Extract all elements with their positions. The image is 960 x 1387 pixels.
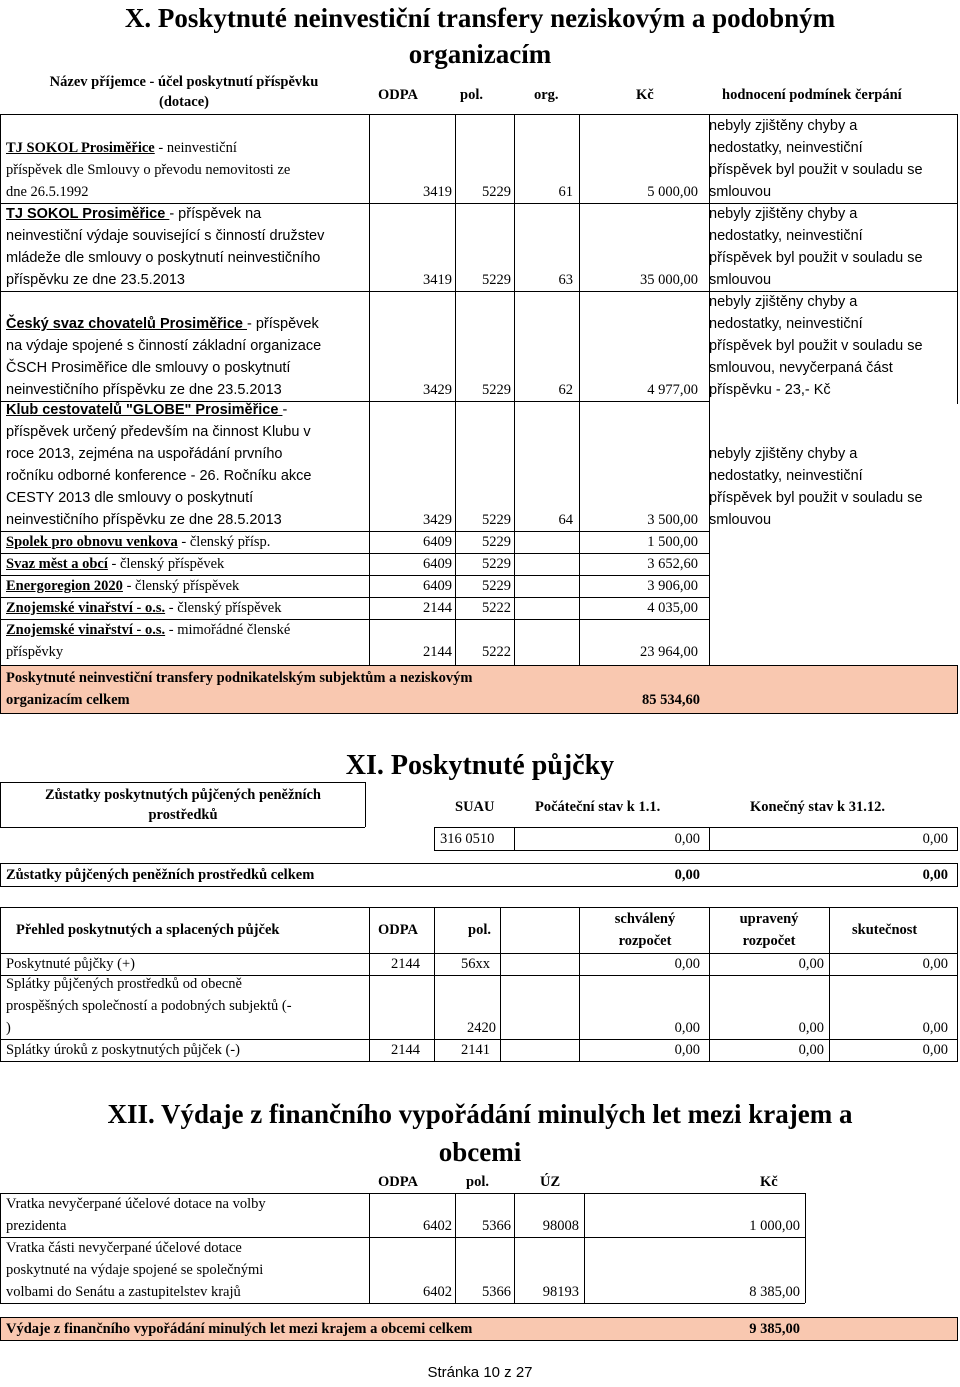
overview-pol-header: pol.: [468, 922, 491, 938]
row1-name-rest: - neinvestiční: [154, 140, 237, 156]
simple-row4-pol: 5222: [482, 600, 511, 616]
simple-row1-rest: - členský přísp.: [177, 534, 271, 550]
overview-row2-pol: 2420: [467, 1020, 496, 1036]
balances-end-value: 0,00: [922, 831, 948, 847]
xii-row2-line3: volbami do Senátu a zastupitelstev krajů: [6, 1284, 241, 1300]
last-row-kc: 23 964,00: [640, 644, 698, 660]
balances-suau-value: 316 0510: [440, 831, 495, 847]
row3-eval-1: nebyly zjištěny chyby a: [709, 294, 858, 310]
overview-row2-line2: prospěšných společností a podobných subjektů (-: [6, 998, 292, 1014]
row3-recipient: [6, 313, 366, 401]
section-x-total-kc: 85 534,60: [642, 692, 700, 708]
row3-eval-5: příspěvku - 23,- Kč: [709, 382, 831, 398]
last-row-rest: - mimořádné členské: [165, 622, 291, 638]
adjusted-2: rozpočet: [742, 933, 796, 949]
simple-row3-bold: Energoregion 2020: [6, 578, 123, 594]
simple-row3-kc: 3 906,00: [647, 578, 698, 594]
row4-org: 64: [558, 512, 573, 528]
header-org: org.: [534, 87, 559, 103]
overview-row1-approved: 0,00: [674, 956, 700, 972]
simple-row3-odpa: 6409: [423, 578, 452, 594]
section-xi-title: XI. Poskytnuté půjčky: [345, 750, 615, 781]
overview-odpa-header: ODPA: [378, 922, 419, 938]
simple-row4-rest: - členský příspěvek: [165, 600, 282, 616]
section-xii-title-line2: obcemi: [438, 1137, 522, 1167]
simple-row4-kc: 4 035,00: [647, 600, 698, 616]
row4-eval-2: nedostatky, neinvestiční: [709, 468, 863, 484]
row4-line2: roce 2013, zejména na uspořádání prvního: [6, 446, 283, 462]
row3-name-rest: - příspěvek: [247, 316, 319, 332]
row2-line3: příspěvku ze dne 23.5.2013: [6, 272, 185, 288]
overview-row3-label: Splátky úroků z poskytnutých půjček (-): [6, 1042, 240, 1058]
header-odpa: ODPA: [378, 87, 419, 103]
section-x-title-line2: organizacím: [408, 39, 552, 69]
row2-eval-1: nebyly zjištěny chyby a: [709, 206, 858, 222]
header-pol: pol.: [460, 87, 483, 103]
simple-row2-name: [6, 553, 224, 575]
header-recipient-line2: (dotace): [159, 94, 209, 110]
row4-odpa: 3429: [423, 512, 452, 528]
row4-line3: ročníku odborné konference - 26. Ročníku akce: [6, 468, 312, 484]
row3-eval: [709, 291, 959, 401]
row3-name: Český svaz chovatelů Prosiměřice: [6, 316, 247, 332]
row2-name-rest: - příspěvek na: [169, 206, 262, 222]
balances-start-header: Počáteční stav k 1.1.: [535, 799, 661, 815]
row3-org: 62: [558, 382, 573, 398]
overview-adjusted-header: [714, 908, 824, 952]
overview-row2-line3: ): [6, 1020, 11, 1036]
row1-eval-1: nebyly zjištěny chyby a: [709, 118, 858, 134]
xii-pol-header: pol.: [466, 1174, 489, 1190]
row1-recipient: [6, 137, 366, 203]
row3-line3: neinvestičního příspěvku ze dne 23.5.2013: [6, 382, 282, 398]
xii-row2-line1: Vratka části nevyčerpané účelové dotace: [6, 1240, 242, 1256]
header-recipient-line1: Název příjemce - účel poskytnutí příspěvku: [49, 74, 319, 90]
row1-eval-2: nedostatky, neinvestiční: [709, 140, 863, 156]
overview-row1-adjusted: 0,00: [798, 956, 824, 972]
balances-total-label: Zůstatky půjčených peněžních prostředků celkem: [6, 867, 315, 883]
header-recipient: [4, 72, 364, 112]
row4-name-rest: -: [282, 402, 288, 418]
last-row-line2: příspěvky: [6, 644, 64, 660]
row1-eval: [709, 115, 959, 203]
row4-name: Klub cestovatelů "GLOBE" Prosiměřice: [6, 402, 283, 418]
xii-kc-header: Kč: [760, 1174, 778, 1190]
xii-total-label: Výdaje z finančního vypořádání minulých let mezi krajem a obcemi celkem: [6, 1321, 473, 1337]
total-line1: Poskytnuté neinvestiční transfery podnikatelským subjektům a neziskovým: [6, 670, 473, 686]
overview-row1-actual: 0,00: [922, 956, 948, 972]
xii-row1-odpa: 6402: [423, 1218, 452, 1234]
row4-recipient: [6, 399, 366, 531]
simple-row2-odpa: 6409: [423, 556, 452, 572]
row1-line1: příspěvek dle Smlouvy o převodu nemovitosti ze: [6, 162, 291, 178]
row3-eval-4: smlouvou, nevyčerpaná část: [709, 360, 893, 376]
row4-kc: 3 500,00: [647, 512, 698, 528]
last-row-bold: Znojemské vinařství - o.s.: [6, 622, 166, 638]
row2-kc: 35 000,00: [640, 272, 698, 288]
balances-end-header: Konečný stav k 31.12.: [750, 799, 885, 815]
row2-eval-2: nedostatky, neinvestiční: [709, 228, 863, 244]
simple-row2-kc: 3 652,60: [647, 556, 698, 572]
overview-row2-adjusted: 0,00: [798, 1020, 824, 1036]
simple-row1-odpa: 6409: [423, 534, 452, 550]
row2-org: 63: [558, 272, 573, 288]
row1-org: 61: [558, 184, 573, 200]
xii-total-kc: 9 385,00: [749, 1321, 800, 1337]
xii-row2-odpa: 6402: [423, 1284, 452, 1300]
simple-row1-bold: Spolek pro obnovu venkova: [6, 534, 178, 550]
simple-row4-bold: Znojemské vinařství - o.s.: [6, 600, 166, 616]
simple-row2-rest: - členský příspěvek: [107, 556, 225, 572]
balances-suau-header: SUAU: [455, 799, 495, 815]
simple-row3-rest: - členský příspěvek: [122, 578, 240, 594]
row4-line5: neinvestičního příspěvku ze dne 28.5.2013: [6, 512, 282, 528]
row3-line1: na výdaje spojené s činností základní organizace: [6, 338, 322, 354]
overview-row1-label: Poskytnuté půjčky (+): [6, 956, 135, 972]
overview-row3-odpa: 2144: [391, 1042, 420, 1058]
approved-1: schválený: [614, 911, 676, 927]
header-eval: hodnocení podmínek čerpání: [722, 87, 902, 103]
row1-odpa: 3419: [423, 184, 452, 200]
balances-label-2: prostředků: [148, 807, 218, 823]
row3-eval-3: příspěvek byl použit v souladu se: [709, 338, 923, 354]
simple-row1-name: [6, 531, 270, 553]
row2-eval: [709, 203, 959, 291]
simple-row1-pol: 5229: [482, 534, 511, 550]
overview-row2-actual: 0,00: [922, 1020, 948, 1036]
row4-pol: 5229: [482, 512, 511, 528]
row2-eval-3: příspěvek byl použit v souladu se: [709, 250, 923, 266]
overview-row2-label: [6, 973, 366, 1039]
simple-row3-name: [6, 575, 239, 597]
row2-recipient: [6, 203, 366, 291]
simple-row2-bold: Svaz měst a obcí: [6, 556, 108, 572]
row1-kc: 5 000,00: [647, 184, 698, 200]
row2-line2: mládeže dle smlouvy o poskytnutí neinvestičního: [6, 250, 321, 266]
row3-odpa: 3429: [423, 382, 452, 398]
header-kc: Kč: [636, 87, 654, 103]
row1-eval-3: příspěvek byl použit v souladu se: [709, 162, 923, 178]
simple-row1-kc: 1 500,00: [647, 534, 698, 550]
overview-row3-approved: 0,00: [674, 1042, 700, 1058]
row2-line1: neinvestiční výdaje související s činností družstev: [6, 228, 325, 244]
xii-row1-label: [6, 1193, 366, 1237]
adjusted-1: upravený: [739, 911, 799, 927]
balances-label-1: Zůstatky poskytnutých půjčených peněžních: [45, 787, 321, 803]
xii-row1-kc: 1 000,00: [749, 1218, 800, 1234]
row4-eval-4: smlouvou: [709, 512, 772, 528]
row4-eval: [709, 443, 959, 531]
row4-eval-1: nebyly zjištěny chyby a: [709, 446, 858, 462]
overview-label: Přehled poskytnutých a splacených půjček: [16, 922, 280, 938]
overview-row3-actual: 0,00: [922, 1042, 948, 1058]
page-footer: Stránka 10 z 27: [427, 1364, 533, 1381]
row3-kc: 4 977,00: [647, 382, 698, 398]
row3-line2: ČSCH Prosiměřice dle smlouvy o poskytnutí: [6, 360, 291, 376]
section-x-total-label: [6, 667, 606, 711]
row1-pol: 5229: [482, 184, 511, 200]
row1-line2: dne 26.5.1992: [6, 184, 89, 200]
row2-eval-4: smlouvou: [709, 272, 772, 288]
simple-row2-pol: 5229: [482, 556, 511, 572]
row4-line4: CESTY 2013 dle smlouvy o poskytnutí: [6, 490, 254, 506]
balances-total-end: 0,00: [922, 867, 948, 883]
row4-line1: příspěvek určený především na činnost Klubu v: [6, 424, 311, 440]
xii-uz-header: ÚZ: [540, 1174, 561, 1190]
overview-approved-header: [590, 908, 700, 952]
xii-row1-pol: 5366: [482, 1218, 511, 1234]
overview-row2-line1: Splátky půjčených prostředků od obecně: [6, 976, 242, 992]
total-line2: organizacím celkem: [6, 692, 130, 708]
overview-row1-pol: 56xx: [461, 956, 490, 972]
last-row-name: [6, 619, 366, 663]
xii-row2-uz: 98193: [542, 1284, 579, 1300]
balances-start-value: 0,00: [674, 831, 700, 847]
balances-total-start: 0,00: [674, 867, 700, 883]
row4-eval-3: příspěvek byl použit v souladu se: [709, 490, 923, 506]
row3-eval-2: nedostatky, neinvestiční: [709, 316, 863, 332]
overview-row3-adjusted: 0,00: [798, 1042, 824, 1058]
row2-odpa: 3419: [423, 272, 452, 288]
xii-row2-kc: 8 385,00: [749, 1284, 800, 1300]
last-row-odpa: 2144: [423, 644, 452, 660]
xii-row2-pol: 5366: [482, 1284, 511, 1300]
row1-name: TJ SOKOL Prosiměřice: [6, 140, 155, 156]
xii-odpa-header: ODPA: [378, 1174, 419, 1190]
xii-row1-uz: 98008: [542, 1218, 579, 1234]
simple-row3-pol: 5229: [482, 578, 511, 594]
xii-row1-line1: Vratka nevyčerpané účelové dotace na volby: [6, 1196, 266, 1212]
overview-row2-approved: 0,00: [674, 1020, 700, 1036]
simple-row4-odpa: 2144: [423, 600, 452, 616]
approved-2: rozpočet: [618, 933, 672, 949]
overview-row3-pol: 2141: [461, 1042, 490, 1058]
balances-label: [0, 785, 366, 825]
section-xii-title-line1: XII. Výdaje z finančního vypořádání minulých let mezi krajem a: [107, 1099, 853, 1129]
row2-pol: 5229: [482, 272, 511, 288]
section-x-title-line1: X. Poskytnuté neinvestiční transfery neziskovým a podobným: [124, 3, 836, 33]
overview-row1-odpa: 2144: [391, 956, 420, 972]
xii-row2-line2: poskytnuté na výdaje spojené se společnými: [6, 1262, 264, 1278]
row1-eval-4: smlouvou: [709, 184, 772, 200]
xii-row2-label: [6, 1237, 366, 1303]
xii-row1-line2: prezidenta: [6, 1218, 67, 1234]
row2-name: TJ SOKOL Prosiměřice: [6, 206, 170, 222]
row3-pol: 5229: [482, 382, 511, 398]
overview-actual-header: skutečnost: [852, 922, 918, 938]
simple-row4-name: [6, 597, 281, 619]
last-row-pol: 5222: [482, 644, 511, 660]
